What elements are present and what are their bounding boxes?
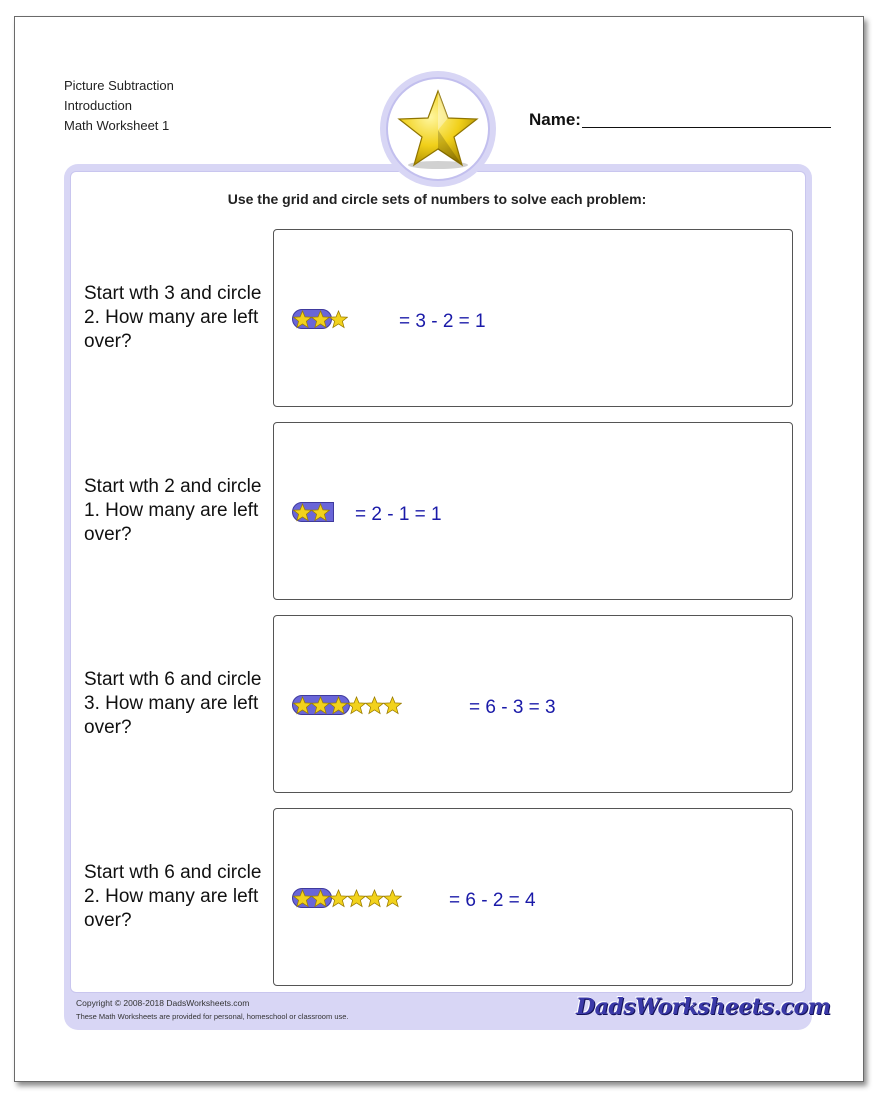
problem-3-text: Start wth 6 and circle 3. How many are left over? xyxy=(84,669,262,738)
worksheet-topic: Picture Subtraction xyxy=(64,78,174,93)
star-icon xyxy=(293,696,312,715)
star-icon xyxy=(347,889,366,908)
problem-2-text: Start wth 2 and circle 1. How many are left over? xyxy=(84,476,262,545)
problem-1-text: Start wth 3 and circle 2. How many are left over? xyxy=(84,283,262,352)
worksheet-subtitle: Introduction xyxy=(64,98,132,113)
copyright-text: Copyright © 2008-2018 DadsWorksheets.com xyxy=(76,998,250,1008)
answer-box-4[interactable] xyxy=(273,808,793,986)
star-icon xyxy=(329,889,348,908)
star-icon xyxy=(329,696,348,715)
star-icon xyxy=(365,889,384,908)
equation-1: = 3 - 2 = 1 xyxy=(399,311,486,332)
answer-box-2[interactable] xyxy=(273,422,793,600)
star-icon xyxy=(347,696,366,715)
answer-box-1[interactable] xyxy=(273,229,793,407)
star-icon xyxy=(311,310,330,329)
site-logo[interactable]: DadsWorksheets.com xyxy=(576,994,831,1020)
instructions: Use the grid and circle sets of numbers to solve each problem: xyxy=(227,191,647,207)
answer-box-3[interactable] xyxy=(273,615,793,793)
star-icon xyxy=(293,503,312,522)
star-icon xyxy=(293,310,312,329)
problem-4-text: Start wth 6 and circle 2. How many are left over? xyxy=(84,862,262,931)
worksheet-number: Math Worksheet 1 xyxy=(64,118,170,133)
star-icon xyxy=(329,310,348,329)
name-label: Name: xyxy=(529,110,581,129)
star-icon xyxy=(293,889,312,908)
star-icon xyxy=(365,696,384,715)
name-field-line xyxy=(582,127,831,128)
star-icon xyxy=(311,503,330,522)
usage-note: These Math Worksheets are provided for personal, homeschool or classroom use. xyxy=(76,1012,349,1021)
equation-2: = 2 - 1 = 1 xyxy=(355,504,442,525)
star-icon xyxy=(311,696,330,715)
star-icon xyxy=(383,889,402,908)
star-icon xyxy=(396,88,480,170)
star-icon xyxy=(383,696,402,715)
star-icon xyxy=(311,889,330,908)
equation-4: = 6 - 2 = 4 xyxy=(449,890,536,911)
equation-3: = 6 - 3 = 3 xyxy=(469,697,556,718)
